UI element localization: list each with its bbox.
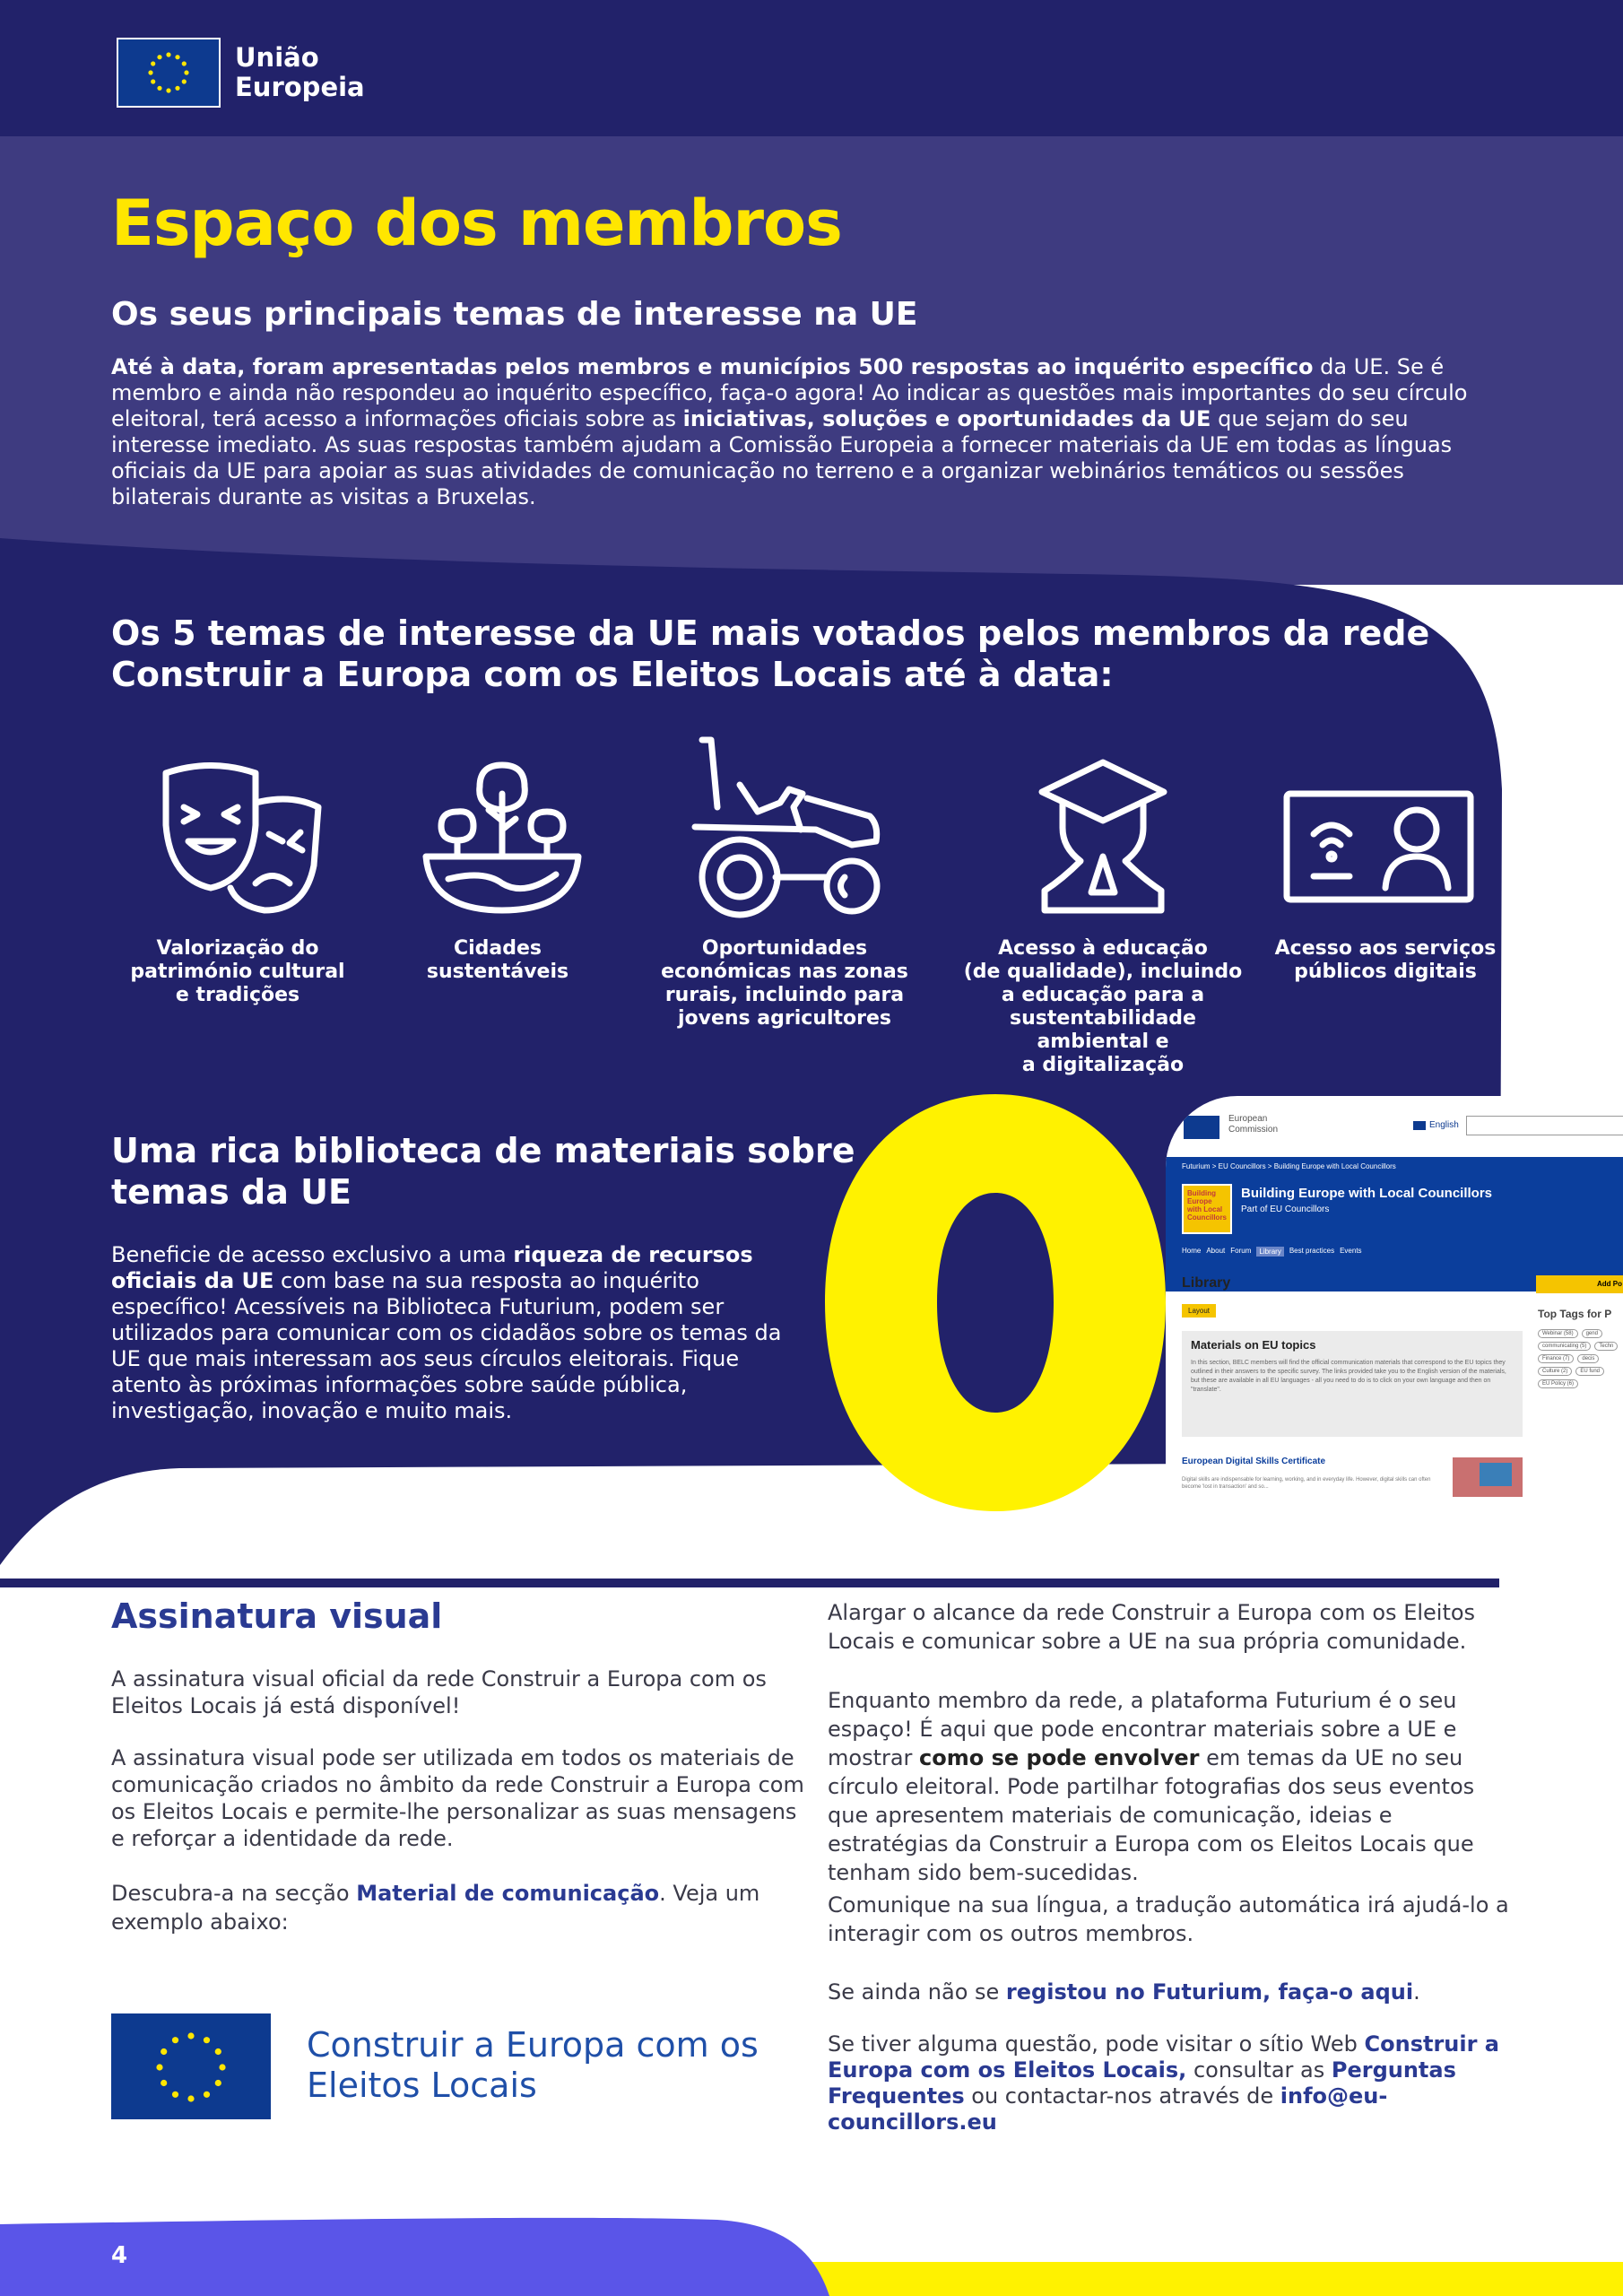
search-input[interactable] xyxy=(1466,1116,1623,1135)
eu-stars-icon xyxy=(156,2032,225,2101)
right-p2-bold: como se pode envolver xyxy=(919,1745,1200,1770)
communication-material-link[interactable]: Material de comunicação xyxy=(356,1881,660,1906)
tag-list xyxy=(1538,1329,1623,1388)
nav-events[interactable]: Events xyxy=(1340,1247,1362,1255)
breadcrumb[interactable]: Futurium > EU Councillors > Building Europe with Local Councillors xyxy=(1182,1162,1396,1170)
site-banner xyxy=(1166,1157,1623,1292)
topic-3-line-4: jovens agricultores xyxy=(677,1007,892,1030)
right-p5-text-a: Se tiver alguma questão, pode visitar o sítio Web xyxy=(828,2031,1365,2057)
right-p2-text-b: em temas da UE no seu círculo eleitoral. Pode partilhar fotografias dos seus eventos que apresentem materiais de comunicação, ideias e estratégias da Construir a Europa com os Eleitos Locais que tenham sido bem-sucedidas. xyxy=(828,1745,1475,1885)
nav-library[interactable]: Library xyxy=(1256,1247,1283,1257)
topic-1-line-3: e tradições xyxy=(175,984,300,1006)
intro-text-a: da UE. Se é membro e ainda não respondeu ao inquérito específico, faça-o agora! Ao indicar as questões mais importantes do seu círculo eleitoral, terá acesso a informações oficiais sobre as xyxy=(111,354,1468,431)
eu-flag-logo xyxy=(117,38,221,108)
topic-4-line-2: (de qualidade), incluindo xyxy=(963,961,1243,983)
topic-label-3 xyxy=(659,937,910,1031)
signature-line-2: Eleitos Locais xyxy=(307,2066,537,2105)
tag[interactable]: Webinar (58) xyxy=(1538,1329,1578,1338)
library-text-a: Beneficie de acesso exclusivo a uma xyxy=(111,1242,514,1267)
tractor-icon xyxy=(686,735,888,919)
topic-4-line-3: a educação para a xyxy=(1001,984,1205,1006)
signature-text xyxy=(307,2025,759,2106)
topic-label-4 xyxy=(950,937,1255,1077)
card-title[interactable]: European Digital Skills Certificate xyxy=(1182,1457,1326,1466)
ec-logo-text xyxy=(1228,1114,1278,1135)
intro-bold-1: Até à data, foram apresentadas pelos membros e municípios 500 respostas ao inquérito específico xyxy=(111,354,1314,379)
topics-heading-line-1: Os 5 temas de interesse da UE mais votados pelos membros da rede xyxy=(111,613,1430,653)
library-title: Library xyxy=(1182,1275,1231,1291)
topic-label-5 xyxy=(1264,937,1506,984)
library-text-b: com base na sua resposta ao inquérito específico! Acessíveis na Biblioteca Futurium, podem ser utilizados para comunicar com os cidadãos sobre os temas da UE que mais interessam aos seus círculos eleitorais. Fique atento às próximas informações sobre saúde pública, investigação, inovação e muito mais. xyxy=(111,1268,782,1423)
page-number: 4 xyxy=(111,2242,128,2269)
decorative-yellow-o xyxy=(825,1094,1166,1511)
topic-5-line-1: Acesso aos serviços xyxy=(1274,937,1497,960)
intro-subtitle: Os seus principais temas de interesse na UE xyxy=(111,296,918,333)
tag[interactable]: Finance (7) xyxy=(1538,1354,1574,1363)
visual-signature-title: Assinatura visual xyxy=(111,1596,443,1636)
eu-stars-icon xyxy=(148,52,188,92)
right-p2-text-a: Enquanto membro da rede, a plataforma Futurium é o seu espaço! É aqui que pode encontrar materiais sobre a UE e mostrar xyxy=(828,1688,1457,1770)
tag[interactable]: EU Policy (6) xyxy=(1538,1379,1578,1388)
topic-label-1 xyxy=(121,937,354,1007)
language-selector[interactable]: English xyxy=(1429,1120,1459,1130)
right-p5-text-b: consultar as xyxy=(1186,2057,1332,2083)
visual-text-b: . Veja um exemplo abaixo: xyxy=(111,1881,760,1935)
topic-2-line-2: sustentáveis xyxy=(426,961,569,983)
logo-line-2: Europeia xyxy=(235,72,365,102)
right-paragraph-1: Alargar o alcance da rede Construir a Europa com os Eleitos Locais e comunicar sobre a UE na sua própria comunidade. xyxy=(828,1600,1476,1654)
visual-text-a: Descubra-a na secção xyxy=(111,1881,357,1906)
topic-4-line-1: Acesso à educação xyxy=(998,937,1208,960)
nav-best-practices[interactable]: Best practices xyxy=(1289,1247,1335,1255)
register-futurium-link[interactable]: registou no Futurium, faça-o aqui xyxy=(1005,1979,1414,2005)
topic-3-line-1: Oportunidades xyxy=(701,937,868,960)
ec-line-2: Commission xyxy=(1228,1125,1279,1135)
materials-box xyxy=(1182,1331,1523,1437)
trees-city-icon xyxy=(421,758,583,915)
nav-about[interactable]: About xyxy=(1206,1247,1226,1255)
logo-line-1: União xyxy=(235,42,319,73)
materials-text: In this section, BELC members will find the official communication materials that correspond to the EU topics they outlined in their answers to the specific survey. The links provided take you to the English version of the materials, but these are available in all EU languages - all you need to do is to click on your own language and then on "translate". xyxy=(1191,1360,1506,1393)
signature-line-1: Construir a Europa com os xyxy=(307,2025,759,2065)
nav-home[interactable]: Home xyxy=(1182,1247,1202,1255)
email-link[interactable]: info@eu-councillors.eu xyxy=(828,2083,1388,2135)
topic-2-line-1: Cidades xyxy=(453,937,542,960)
tag[interactable]: communicating (5) xyxy=(1538,1342,1591,1351)
topic-3-line-3: rurais, incluindo para xyxy=(664,984,905,1006)
visual-paragraph-1: A assinatura visual oficial da rede Construir a Europa com os Eleitos Locais já está disponível! xyxy=(111,1666,767,1718)
futurium-screenshot xyxy=(1166,1096,1623,1501)
website-link[interactable]: Construir a Europa com os Eleitos Locais, xyxy=(828,2031,1499,2083)
site-thumbnail: Building Europe with Local Councillors xyxy=(1182,1184,1232,1234)
site-title: Building Europe with Local Councillors xyxy=(1241,1186,1493,1201)
language-icon xyxy=(1413,1121,1426,1130)
topic-5-line-2: públicos digitais xyxy=(1294,961,1477,983)
card-text: Digital skills are indispensable for learning, working, and in everyday life. However, digital skills can often become 'lost in transaction' and so... xyxy=(1182,1477,1431,1490)
theatre-masks-icon xyxy=(157,762,327,915)
visual-paragraph-3 xyxy=(111,1879,811,1936)
add-post-button[interactable]: Add Po xyxy=(1536,1275,1623,1293)
site-subtitle: Part of EU Councillors xyxy=(1241,1205,1330,1214)
right-paragraph-4 xyxy=(828,1978,1509,2006)
layout-button[interactable]: Layout xyxy=(1182,1304,1216,1318)
eu-logo-text xyxy=(235,43,365,102)
right-paragraph-3: Comunique na sua língua, a tradução automática irá ajudá-lo a interagir com os outros membros. xyxy=(828,1892,1509,1946)
digital-id-card-icon xyxy=(1282,789,1475,904)
materials-title: Materials on EU topics xyxy=(1191,1338,1316,1352)
topic-3-line-2: económicas nas zonas xyxy=(661,961,908,983)
intro-paragraph xyxy=(111,354,1483,510)
page-footer xyxy=(0,2215,1623,2296)
right-p4-text-a: Se ainda não se xyxy=(828,1979,1006,2005)
ec-flag-icon xyxy=(1184,1116,1219,1139)
right-p5-text-c: ou contactar-nos através de xyxy=(964,2083,1280,2109)
intro-text-b: que sejam do seu interesse imediato. As suas respostas também ajudam a Comissão Europeia a fornecer materiais da UE em todas as línguas oficiais da UE para apoiar as suas atividades de comunicação no terreno e a organizar webinários temáticos ou sessões bilaterais durante as visitas a Bruxelas. xyxy=(111,406,1453,509)
faq-link[interactable]: Perguntas Frequentes xyxy=(828,2057,1456,2109)
nav-forum[interactable]: Forum xyxy=(1230,1247,1252,1255)
library-paragraph xyxy=(111,1242,793,1424)
tag[interactable]: EU fund xyxy=(1575,1367,1604,1376)
tag[interactable]: gend xyxy=(1582,1329,1602,1338)
topics-heading-line-2: Construir a Europa com os Eleitos Locais até à data: xyxy=(111,655,1114,694)
ec-line-1: European xyxy=(1228,1114,1268,1124)
library-heading-line-2: temas da UE xyxy=(111,1172,352,1212)
topic-1-line-1: Valorização do xyxy=(156,937,319,960)
page-title: Espaço dos membros xyxy=(111,187,842,260)
top-tags-title: Top Tags for P xyxy=(1538,1308,1612,1320)
tag[interactable]: Culture (2) xyxy=(1538,1367,1572,1376)
site-nav xyxy=(1182,1247,1362,1257)
topic-label-2 xyxy=(381,937,614,984)
topic-4-line-4: sustentabilidade ambiental e xyxy=(1010,1007,1196,1053)
right-paragraph-2 xyxy=(828,1686,1509,1887)
visual-paragraph-2: A assinatura visual pode ser utilizada em todos os materiais de comunicação criados no âmbito da rede Construir a Europa com os Eleitos Locais e permite-lhe personalizar as suas mensagens e reforçar a identidade da rede. xyxy=(111,1745,804,1851)
right-paragraph-5 xyxy=(828,2031,1509,2135)
topic-4-line-5: a digitalização xyxy=(1021,1054,1185,1076)
tag[interactable]: Techn xyxy=(1594,1342,1618,1351)
library-bold: riqueza de recursos oficiais da UE xyxy=(111,1242,753,1293)
library-heading-line-1: Uma rica biblioteca de materiais sobre xyxy=(111,1131,855,1170)
tag[interactable]: decis xyxy=(1577,1354,1599,1363)
topics-heading xyxy=(111,613,1429,695)
graduation-cap-icon xyxy=(1036,758,1170,915)
right-p4-text-b: . xyxy=(1413,1979,1420,2005)
card-image xyxy=(1453,1457,1523,1497)
signature-eu-flag xyxy=(111,2013,271,2119)
topic-1-line-2: património cultural xyxy=(130,961,345,983)
library-heading xyxy=(111,1130,855,1213)
intro-bold-2: iniciativas, soluções e oportunidades da UE xyxy=(682,406,1211,431)
